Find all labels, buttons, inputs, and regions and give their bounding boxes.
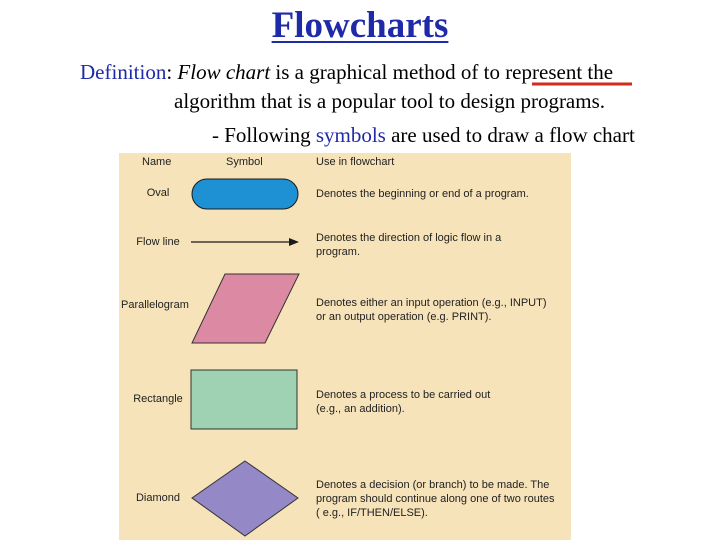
use-line: Denotes the direction of logic flow in a — [316, 232, 502, 244]
definition-term: Flow chart — [177, 60, 271, 84]
flow-line-arrow-icon — [189, 235, 301, 249]
definition-colon: : — [166, 60, 178, 84]
slide-title-heading — [0, 4, 720, 47]
row-name-parallelogram: Parallelogram — [121, 299, 189, 311]
use-line: Denotes a decision (or branch) to be made. The — [316, 479, 550, 491]
row-use-parallelogram — [316, 296, 568, 324]
slide-title: Flowcharts — [271, 5, 449, 46]
definition-line-1 — [80, 60, 613, 85]
following-symbols-word: symbols — [315, 123, 386, 147]
definition-rest-1: is a graphical method of to rep — [270, 60, 533, 84]
row-use-diamond — [316, 478, 568, 520]
rectangle-symbol — [190, 369, 299, 431]
oval-symbol — [191, 178, 299, 211]
use-line: Denotes a process to be carried out — [316, 389, 491, 401]
use-line: (e.g., an addition). — [316, 403, 405, 415]
row-name-oval: Oval — [146, 187, 170, 199]
spellcheck-underline — [532, 81, 632, 87]
row-name-rectangle: Rectangle — [133, 393, 183, 405]
row-name-flow-line: Flow line — [136, 236, 180, 248]
definition-label: Definition — [80, 60, 167, 84]
squiggle-text: resent the — [532, 60, 614, 84]
row-name-diamond: Diamond — [135, 492, 181, 504]
diamond-symbol — [191, 460, 299, 538]
header-use: Use in flowchart — [316, 156, 395, 168]
following-line — [212, 123, 635, 148]
parallelogram-symbol — [191, 273, 301, 345]
spellcheck-word — [532, 60, 613, 84]
following-prefix: - Following — [212, 123, 316, 147]
use-line: Denotes either an input operation (e.g., INPUT) — [316, 297, 547, 309]
use-line: program should continue along one of two routes — [316, 493, 555, 505]
use-line: ( e.g., IF/THEN/ELSE). — [316, 507, 428, 519]
row-use-flow-line — [316, 231, 568, 259]
header-name: Name — [142, 156, 172, 168]
row-use-rectangle — [316, 388, 568, 416]
flowchart-symbol-table — [119, 153, 571, 540]
row-use-oval — [316, 187, 568, 201]
use-line: Denotes the beginning or end of a program. — [316, 188, 529, 200]
use-line: program. — [316, 246, 361, 258]
definition-line-2: algorithm that is a popular tool to design programs. — [174, 89, 606, 113]
use-line: or an output operation (e.g. PRINT). — [316, 311, 492, 323]
header-symbol: Symbol — [226, 156, 263, 168]
following-suffix: are used to draw a flow chart — [385, 123, 635, 147]
